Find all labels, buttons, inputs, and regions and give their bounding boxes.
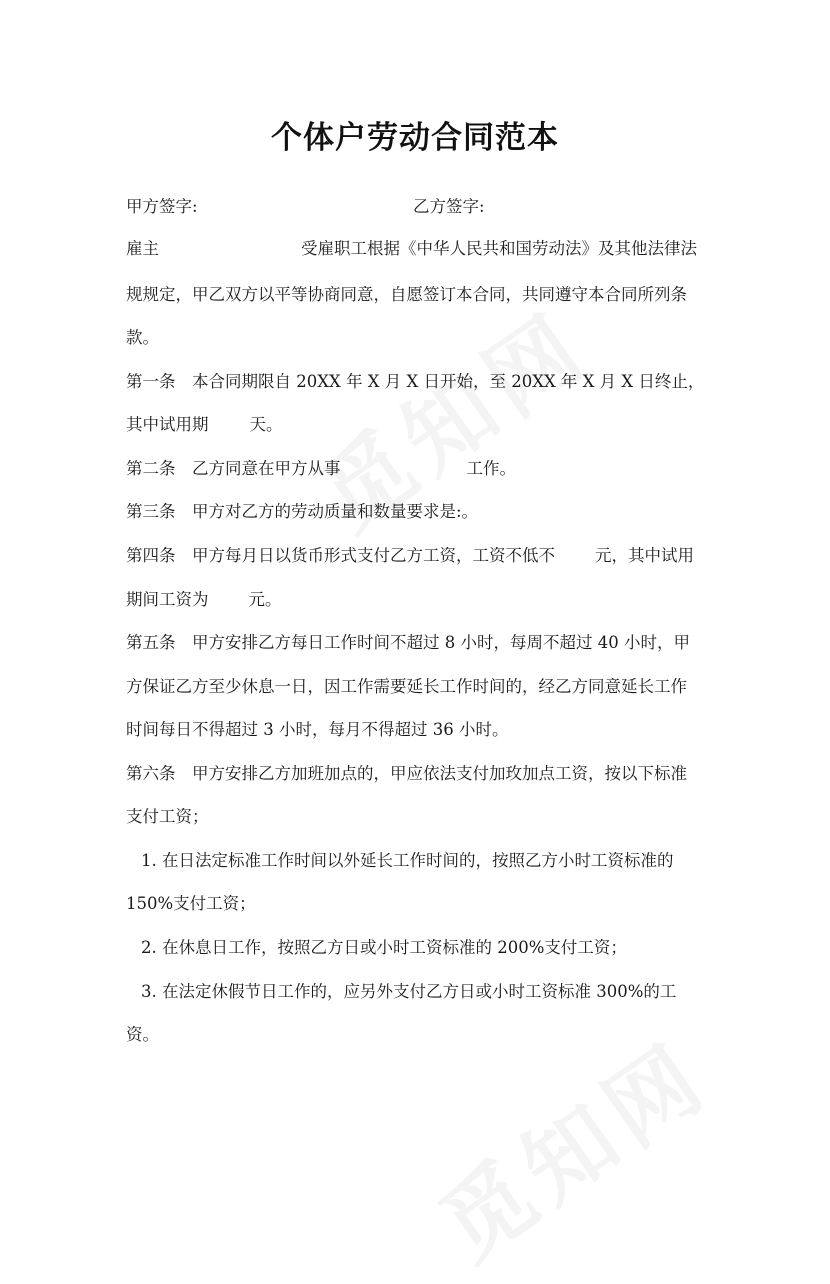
list-item-1-line-2: 150%支付工资； bbox=[126, 894, 256, 913]
article-1-line-1: 第一条 本合同期限自 20XX 年 X 月 X 日开始，至 20XX 年 X 月 X 日终止， bbox=[126, 372, 705, 391]
intro-line-3: 款。 bbox=[126, 328, 159, 347]
article-4-line-1: 第四条 甲方每月日以货币形式支付乙方工资，工资不低不 元，其中试用 bbox=[126, 546, 694, 565]
article-5-line-2: 方保证乙方至少休息一日，因工作需要延长工作时间的，经乙方同意延长工作 bbox=[126, 677, 687, 696]
document-title: 个体户劳动合同范本 bbox=[271, 120, 559, 156]
list-item-1-line-1: 1. 在日法定标准工作时间以外延长工作时间的，按照乙方小时工资标准的 bbox=[141, 851, 674, 870]
intro-line-1: 雇主 受雇职工根据《中华人民共和国劳动法》及其他法律法 bbox=[126, 239, 697, 258]
party-a-signature: 甲方签字: bbox=[126, 197, 198, 216]
list-item-2-line-1: 2. 在休息日工作，按照乙方日或小时工资标准的 200%支付工资； bbox=[141, 938, 627, 957]
article-3-line-1: 第三条 甲方对乙方的劳动质量和数量要求是:。 bbox=[126, 502, 479, 521]
article-5-line-1: 第五条 甲方安排乙方每日工作时间不超过 8 小时，每周不超过 40 小时，甲 bbox=[126, 633, 690, 652]
article-1-line-2: 其中试用期 天。 bbox=[126, 415, 283, 434]
intro-line-2: 规规定，甲乙双方以平等协商同意，自愿签订本合同，共同遵守本合同所列条 bbox=[126, 285, 687, 304]
article-6-line-2: 支付工资； bbox=[126, 807, 209, 826]
party-b-signature: 乙方签字: bbox=[413, 197, 485, 216]
list-item-3-line-2: 资。 bbox=[126, 1025, 159, 1044]
article-2-line-1: 第二条 乙方同意在甲方从事 工作。 bbox=[126, 459, 516, 478]
article-6-line-1: 第六条 甲方安排乙方加班加点的，甲应依法支付加玫加点工资，按以下标准 bbox=[126, 764, 687, 783]
article-4-line-2: 期间工资为 元。 bbox=[126, 590, 282, 609]
watermark bbox=[410, 1006, 730, 1284]
article-5-line-3: 时间每日不得超过 3 小时，每月不得超过 36 小时。 bbox=[126, 720, 509, 739]
list-item-3-line-1: 3. 在法定休假节日工作的，应另外支付乙方日或小时工资标准 300%的工 bbox=[141, 982, 677, 1001]
